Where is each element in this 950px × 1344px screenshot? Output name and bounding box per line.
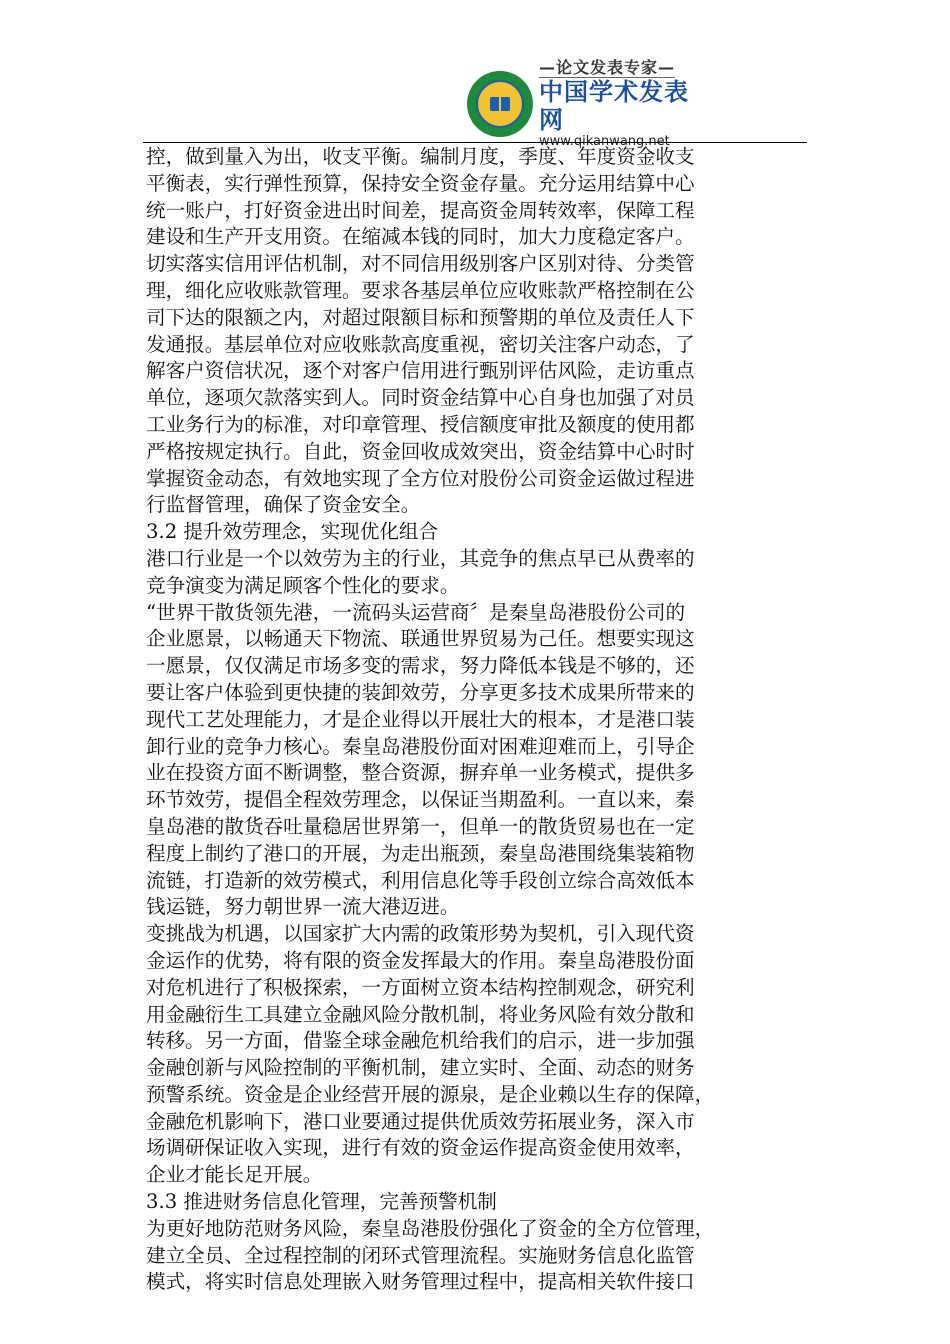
text-line: 皇岛港的散货吞吐量稳居世界第一，但单一的散货贸易也在一定 [146, 814, 695, 838]
logo-brand-name: 中国学术发表网 [539, 77, 689, 134]
text-line: 建设和生产开支用资。在缩减本钱的同时，加大力度稳定客户。 [146, 225, 695, 249]
text-line: 现代工艺处理能力，才是企业得以开展壮大的根本，才是港口装 [146, 707, 695, 731]
text-line: 模式，将实时信息处理嵌入财务管理过程中，提高相关软件接口 [146, 1270, 695, 1294]
header-divider [143, 142, 807, 143]
text-line: 平衡表，实行弹性预算，保持安全资金存量。充分运用结算中心 [146, 171, 695, 195]
text-line: 流链，打造新的效劳模式，利用信息化等手段创立综合高效低本 [146, 868, 695, 892]
text-line: “世界干散货领先港，一流码头运营商〞是秦皇岛港股份公司的 [146, 600, 686, 624]
text-line: 对危机进行了积极探索，一方面树立资本结构控制观念，研究利 [146, 975, 695, 999]
text-line: 转移。另一方面，借鉴全球金融危机给我们的启示，进一步加强 [146, 1029, 695, 1053]
text-line: 为更好地防范财务风险，秦皇岛港股份强化了资金的全方位管理， [146, 1216, 715, 1240]
seal-emblem-icon [467, 71, 533, 137]
text-line: 业在投资方面不断调整，整合资源，摒弃单一业务模式，提供多 [146, 761, 695, 785]
text-line: 企业才能长足开展。 [146, 1163, 323, 1187]
text-line: 控，做到量入为出，收支平衡。编制月度，季度、年度资金收支 [146, 145, 695, 168]
text-line: 金融创新与风险控制的平衡机制，建立实时、全面、动态的财务 [146, 1056, 695, 1080]
text-line: 发通报。基层单位对应收账款高度重视，密切关注客户动态，了 [146, 332, 695, 356]
text-line: 行监督管理，确保了资金安全。 [146, 493, 421, 517]
text-line: 工业务行为的标准，对印章管理、授信额度审批及额度的使用都 [146, 412, 695, 436]
text-line: 环节效劳，提倡全程效劳理念，以保证当期盈利。一直以来，秦 [146, 788, 695, 812]
text-line: 预警系统。资金是企业经营开展的源泉，是企业赖以生存的保障， [146, 1082, 715, 1106]
text-line: 用金融衍生工具建立金融风险分散机制，将业务风险有效分散和 [146, 1002, 695, 1026]
text-line: 卸行业的竞争力核心。秦皇岛港股份面对困难迎难而上，引导企 [146, 734, 695, 758]
text-line: 要让客户体验到更快捷的装卸效劳，分享更多技术成果所带来的 [146, 680, 695, 704]
text-line: 程度上制约了港口的开展，为走出瓶颈，秦皇岛港围绕集装箱物 [146, 841, 695, 865]
text-line: 解客户资信状况，逐个对客户信用进行甄别评估风险，走访重点 [146, 359, 695, 383]
text-line: 切实落实信用评估机制，对不同信用级别客户区别对待、分类管 [146, 252, 695, 276]
text-line: 司下达的限额之内，对超过限额目标和预警期的单位及责任人下 [146, 305, 695, 329]
text-line: 变挑战为机遇，以国家扩大内需的政策形势为契机，引入现代资 [146, 922, 695, 946]
text-line: 竞争演变为满足顾客个性化的要求。 [146, 573, 460, 597]
text-line: 金运作的优势，将有限的资金发挥最大的作用。秦皇岛港股份面 [146, 948, 695, 972]
document-body [146, 144, 786, 1296]
text-line: 场调研保证收入实现，进行有效的资金运作提高资金使用效率， [146, 1136, 695, 1160]
text-line: 建立全员、全过程控制的闭环式管理流程。实施财务信息化监管 [146, 1243, 695, 1267]
text-line: 企业愿景，以畅通天下物流、联通世界贸易为己任。想要实现这 [146, 627, 695, 651]
text-line: 统一账户，打好资金进出时间差，提高资金周转效率，保障工程 [146, 198, 695, 222]
text-line: 钱运链，努力朝世界一流大港迈进。 [146, 895, 460, 919]
text-line: 3.3 推进财务信息化管理，完善预警机制 [146, 1190, 497, 1214]
text-line: 单位，逐项欠款落实到人。同时资金结算中心自身也加强了对员 [146, 386, 695, 410]
text-line: 严格按规定执行。自此，资金回收成效突出，资金结算中心时时 [146, 439, 695, 463]
logo-url: www.qikanwang.net [539, 133, 670, 149]
text-line: 金融危机影响下，港口业要通过提供优质效劳拓展业务，深入市 [146, 1109, 695, 1133]
logo-text [539, 59, 695, 150]
site-logo [467, 57, 695, 149]
logo-slogan: —论文发表专家— [539, 57, 676, 77]
text-line: 理，细化应收账款管理。要求各基层单位应收账款严格控制在公 [146, 278, 695, 302]
text-line: 一愿景，仅仅满足市场多变的需求，努力降低本钱是不够的，还 [146, 654, 695, 678]
text-line: 3.2 提升效劳理念，实现优化组合 [146, 520, 439, 544]
text-line: 掌握资金动态，有效地实现了全方位对股份公司资金运做过程进 [146, 466, 695, 490]
text-line: 港口行业是一个以效劳为主的行业，其竞争的焦点早已从费率的 [146, 546, 695, 570]
